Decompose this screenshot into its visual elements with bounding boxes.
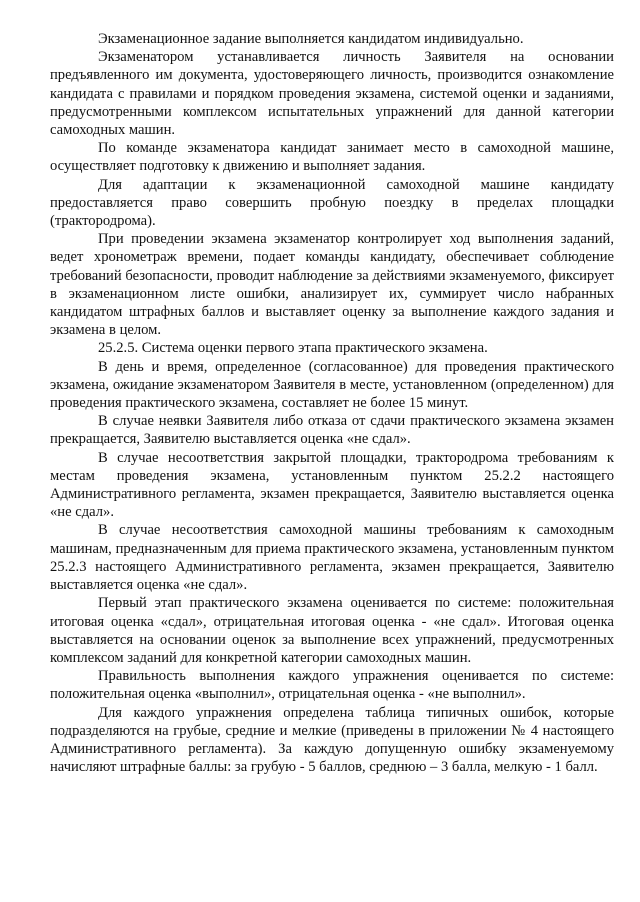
paragraph-error-table: Для каждого упражнения определена таблица типичных ошибок, которые подразделяются на грубые, средние и мелкие (приведены в приложении № 4 настоящего Административного регламента). За каждую допущенную ошибку экзаменуемому начисляют штрафные баллы: за грубую - 5 баллов, среднюю – 3 балла, мелкую - 1 балл.: [50, 704, 614, 776]
paragraph-trial-ride: Для адаптации к экзаменационной самоходной машине кандидату предоставляется право совершить пробную поездку в пределах площадки (трактородрома).: [50, 176, 614, 230]
paragraph-machine-mismatch: В случае несоответствия самоходной машины требованиям к самоходным машинам, предназначенным для приема практического экзамена, установленным пунктом 25.2.3 настоящего Административного регламента, экзамен прекращается, Заявителю выставляется оценка «не сдал».: [50, 522, 614, 594]
document-page: [50, 30, 614, 776]
paragraph-examiner-control: При проведении экзамена экзаменатор контролирует ход выполнения заданий, ведет хронометраж времени, подает команды кандидату, обеспечивает соблюдение требований безопасности, проводит наблюдение за действиями экзаменуемого, фиксирует в экзаменационном листе ошибки, анализирует их, суммирует число набранных кандидатом штрафных баллов и выставляет оценку за выполнение каждого задания и экзамена в целом.: [50, 231, 614, 339]
paragraph-no-show: В случае неявки Заявителя либо отказа от сдачи практического экзамена экзамен прекращается, Заявителю выставляется оценка «не сдал».: [50, 413, 614, 448]
paragraph-individual-task: Экзаменационное задание выполняется кандидатом индивидуально.: [98, 31, 524, 47]
section-heading-25-2-5: 25.2.5. Система оценки первого этапа практического экзамена.: [98, 340, 488, 357]
paragraph-grading-system: Первый этап практического экзамена оценивается по системе: положительная итоговая оценка «сдал», отрицательная итоговая оценка - «не сдал». Итоговая оценка выставляется на основании оценок за выполнение всех упражнений, предусмотренных комплексом заданий для конкретной категории самоходных машин.: [50, 595, 614, 666]
paragraph-identity-check: Экзаменатором устанавливается личность Заявителя на основании предъявленного им документа, удостоверяющего личность, производится ознакомление кандидата с правилами и порядком проведения экзамена, системой оценки и заданиями, предусмотренными комплексом испытательных упражнений для данной категории самоходных машин.: [50, 49, 614, 139]
paragraph-site-mismatch: В случае несоответствия закрытой площадки, трактородрома требованиям к местам проведения экзамена, установленным пунктом 25.2.2 настоящего Административного регламента, экзамен прекращается, Заявителю выставляется оценка «не сдал».: [50, 449, 614, 521]
paragraph-waiting-time: В день и время, определенное (согласованное) для проведения практического экзамена, ожидание экзаменатором Заявителя в месте, установленном (определенном) для проведения практического экзамена, составляет не более 15 минут.: [50, 358, 614, 412]
paragraph-exercise-grading: Правильность выполнения каждого упражнения оценивается по системе: положительная оценка «выполнил», отрицательная оценка - «не выполнил».: [50, 668, 614, 703]
paragraph-take-seat: По команде экзаменатора кандидат занимает место в самоходной машине, осуществляет подготовку к движению и выполняет задания.: [50, 140, 614, 175]
